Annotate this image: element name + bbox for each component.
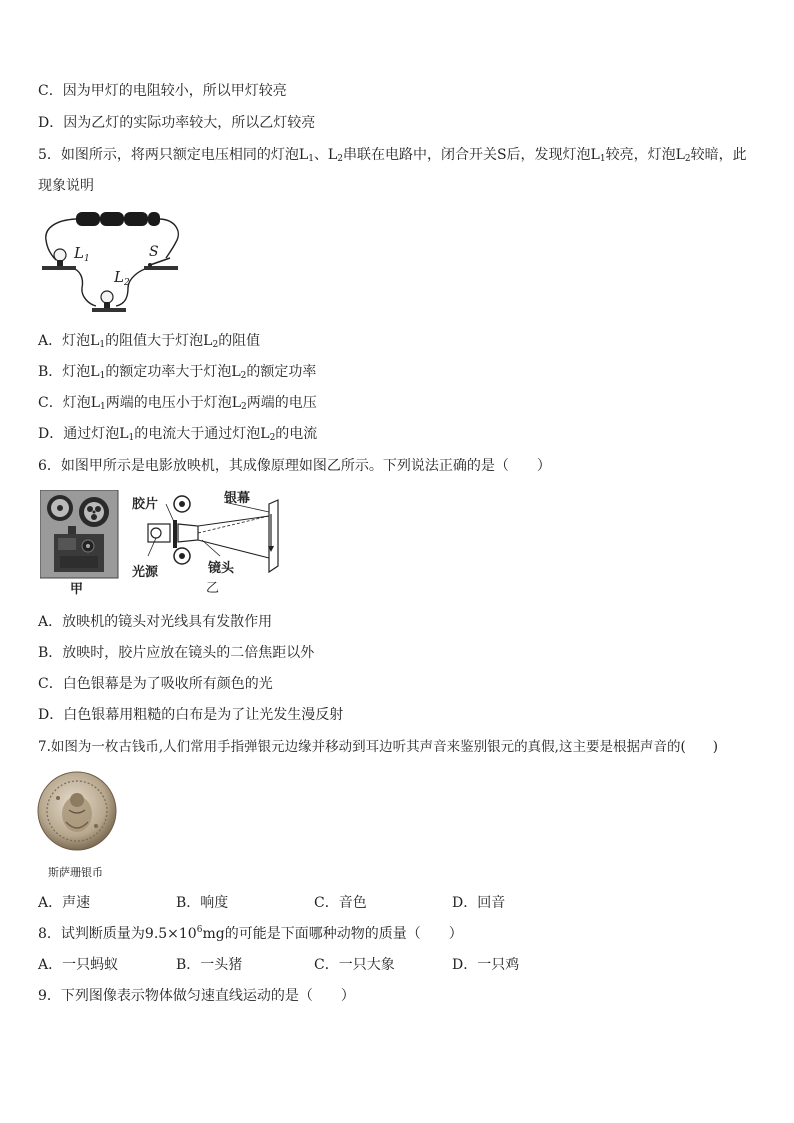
circuit-figure [36, 208, 186, 318]
q5-option-b: B．灯泡$L_1$的额定功率大于灯泡$L_2$的额定功率 [38, 364, 317, 381]
q7-option-a: A．声速 [38, 895, 91, 911]
q5-stem-line2: 现象说明 [38, 178, 94, 194]
q8-option-d: D．一只鸡 [452, 957, 520, 973]
label-l2: $L_2$ [114, 268, 130, 288]
q5-option-d: D．通过灯泡$L_1$的电流大于通过灯泡$L_2$的电流 [38, 426, 318, 443]
q8-options [38, 955, 558, 975]
q8-option-a: A．一只蚂蚁 [38, 957, 119, 973]
label-switch: S [149, 244, 159, 260]
q5-stem: 5．如图所示，将两只额定电压相同的灯泡$L_1$、$L_2$串联在电路中，闭合开关S后，发现灯泡$L_1$较亮，灯泡$L_2$较暗，此 [38, 147, 747, 164]
q6-option-b: B．放映时，胶片应放在镜头的二倍焦距以外 [38, 645, 315, 661]
label-film: 胶片 [132, 497, 159, 512]
bulb-l2-icon [92, 291, 126, 312]
q7-options [38, 893, 558, 913]
bulb-l1-icon [42, 249, 76, 270]
q6-option-c: C．白色银幕是为了吸收所有颜色的光 [38, 676, 273, 692]
q7-option-c: C．音色 [314, 895, 367, 911]
q6-option-a: A．放映机的镜头对光线具有发散作用 [38, 614, 273, 630]
q5-option-a: A．灯泡$L_1$的阻值大于灯泡$L_2$的阻值 [38, 333, 261, 350]
q4-option-d: D．因为乙灯的实际功率较大，所以乙灯较亮 [38, 115, 316, 131]
label-light-source: 光源 [132, 565, 159, 580]
coin-image [36, 770, 118, 852]
coin-caption: 斯萨珊银币 [48, 866, 103, 879]
battery-icon [76, 212, 160, 226]
label-yi: 乙 [206, 581, 220, 596]
q7-option-d: D．回音 [452, 895, 506, 911]
q6-option-d: D．白色银幕用粗糙的白布是为了让光发生漫反射 [38, 707, 344, 723]
q7-stem: 7.如图为一枚古钱币,人们常用手指弹银元边缘并移动到耳边听其声音来鉴别银元的真假,这主要是根据声音的( ) [38, 739, 718, 755]
q5-option-c: C．灯泡$L_1$两端的电压小于灯泡$L_2$两端的电压 [38, 395, 317, 412]
q8-option-c: C．一只大象 [314, 957, 395, 973]
label-screen: 银幕 [224, 491, 251, 506]
q4-option-c: C．因为甲灯的电阻较小，所以甲灯较亮 [38, 83, 287, 99]
label-jia: 甲 [70, 582, 84, 597]
q6-stem: 6．如图甲所示是电影放映机，其成像原理如图乙所示。下列说法正确的是（ ） [38, 458, 551, 474]
projection-diagram [128, 486, 298, 598]
q8-option-b: B．一头猪 [176, 957, 243, 973]
q9-stem: 9．下列图像表示物体做匀速直线运动的是（ ） [38, 988, 355, 1004]
projector-figure [40, 490, 120, 600]
q7-option-b: B．响度 [176, 895, 229, 911]
label-lens: 镜头 [208, 561, 235, 576]
q8-stem: 8．试判断质量为$9.5\times 10^6mg$的可能是下面哪种动物的质量（ ） [38, 925, 463, 942]
label-l1: $L_1$ [74, 244, 90, 264]
